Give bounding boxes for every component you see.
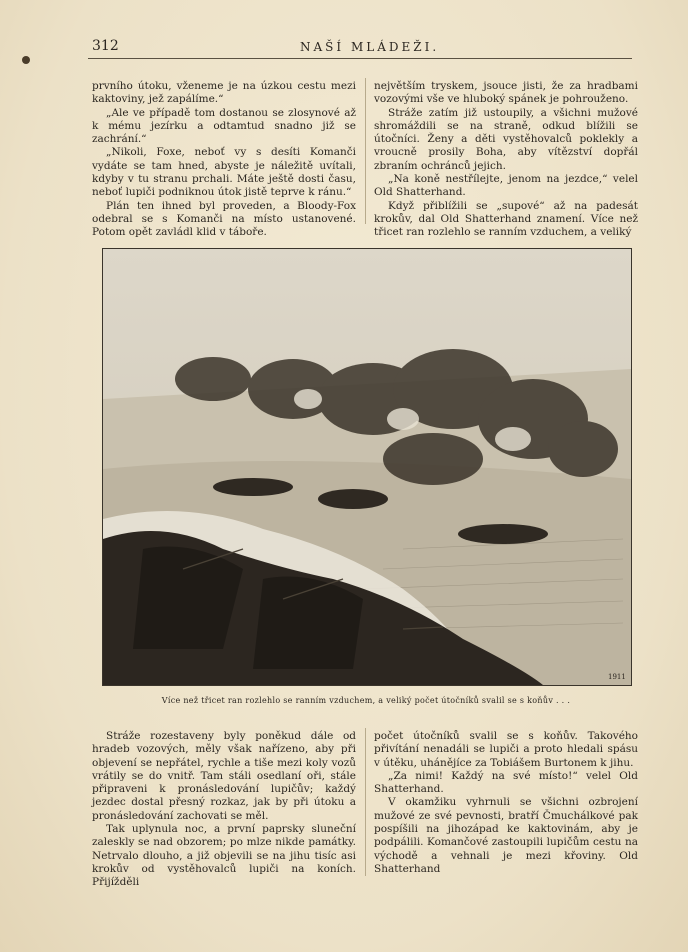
paragraph: Tak uplynula noc, a první paprsky sluneční zaleskly se nad obzorem; po mlze nikde památky. Netrvalo dlouho, a již objevili se na jihu tisíc asi krokův od vystěhovalců lupiči na koních. Přijížděli xyxy=(92,823,356,889)
engraving-illustration xyxy=(102,248,632,686)
illustration-caption: Více než třicet ran rozlehlo se ranním vzduchem, a veliký počet útočníků svalil se s koňův . . . xyxy=(161,696,571,705)
column-divider xyxy=(365,78,366,224)
paragraph: Když přiblížili se „supové“ až na padesát krokův, dal Old Shatterhand znamení. Více než třicet ran rozlehlo se ranním vzduchem, a veliký xyxy=(374,199,638,239)
paragraph: Plán ten ihned byl proveden, a Bloody-Fox odebral se s Komanči na místo ustanovené. Potom opět zavládl klid v táboře. xyxy=(92,199,356,239)
paragraph: Stráže zatím již ustoupily, a všichni mužové shromáždili se na straně, odkud blížili se útočníci. Ženy a děti vystěhovalců poklekly a vroucně prosily Boha, aby vítězství dopřál zbraním ochránců jejich. xyxy=(374,106,638,172)
page-number: 312 xyxy=(92,38,119,54)
paragraph: „Za nimi! Každý na své místo!“ velel Old Shatterhand. xyxy=(374,769,638,796)
paragraph: V okamžiku vyhrnuli se všichni ozbrojení mužové ze své pevnosti, bratří Čmuchálkové pak pospíšili na jihozápad ke kaktovinám, aby je podpálili. Komančové zastoupili lupičům cestu na východě a vehnali je mezi křoviny. Old Shatterhand xyxy=(374,796,638,875)
running-title: NAŠÍ MLÁDEŽI. xyxy=(300,40,440,54)
paragraph: počet útočníků svalil se s koňův. Takového přivítání nenadáli se lupiči a proto hledali spásu v útěku, uhánějíce za Tobiášem Burtonem k jihu. xyxy=(374,730,638,769)
bottom-left-column xyxy=(92,730,356,890)
ink-stain xyxy=(22,56,30,64)
top-left-column xyxy=(92,80,356,240)
paragraph: prvního útoku, vženeme je na úzkou cestu mezi kaktoviny, jež zapálíme.“ xyxy=(92,80,356,106)
paragraph: Stráže rozestaveny byly poněkud dále od hradeb vozových, měly však nařízeno, aby při objevení se nepřátel, rychle a tiše mezi koly vozů vrátily se do vnitř. Tam stáli osedlaní oři, stále připraveni k pronásledování lupičův; každý jezdec dostal přesný rozkaz, jak by při útoku a pronásledování zachovati se měl. xyxy=(92,730,356,822)
top-right-column xyxy=(374,80,638,240)
column-divider xyxy=(365,728,366,876)
header-rule xyxy=(88,58,632,59)
paragraph: „Na koně nestřílejte, jenom na jezdce,“ velel Old Shatterhand. xyxy=(374,173,638,199)
paragraph: „Ale ve případě tom dostanou se zlosynové až k mému jezírku a odtamtud snadno již se zachrání.“ xyxy=(92,106,356,146)
artist-signature: 1911 xyxy=(608,673,626,681)
paragraph: největším tryskem, jsouce jisti, že za hradbami vozovými vše ve hluboký spánek je pohrouženo. xyxy=(374,80,638,106)
bottom-right-column xyxy=(374,730,638,876)
paragraph: „Nikoli, Foxe, neboť vy s desíti Komanči vydáte se tam hned, abyste je náležitě uvítali, kdyby v tu stranu prchali. Máte ještě dosti času, neboť lupiči podniknou útok jistě teprve k ránu.“ xyxy=(92,146,356,199)
